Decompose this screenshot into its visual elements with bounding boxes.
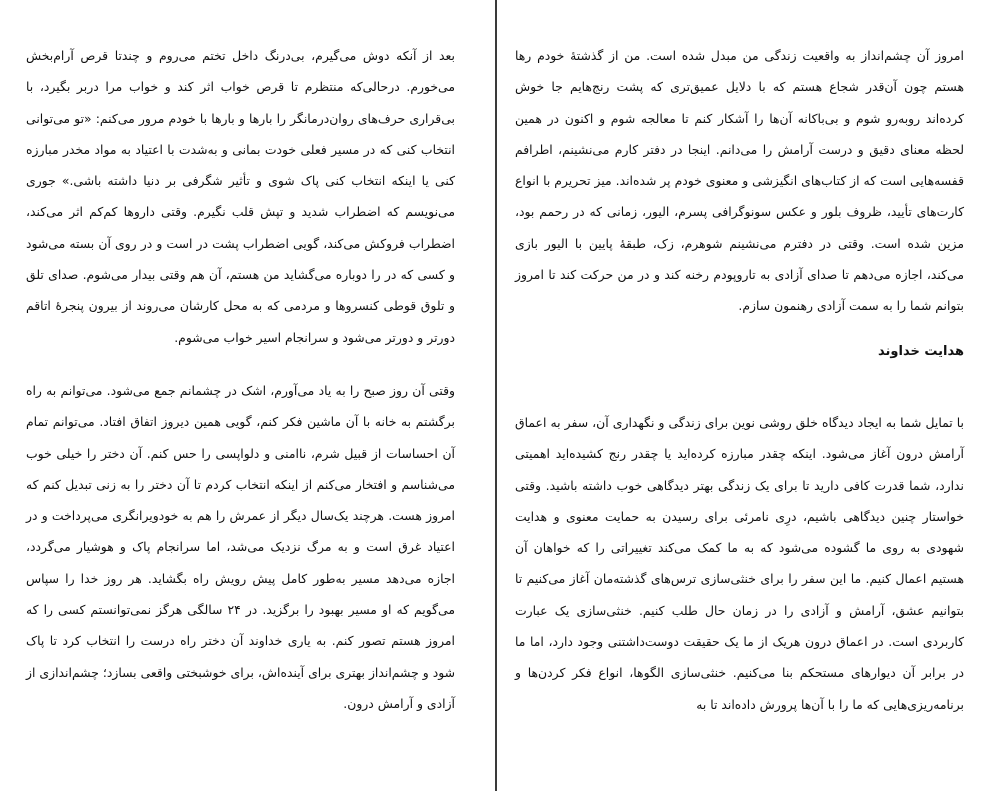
- right-paragraph-2: با تمایل شما به ایجاد دیدگاه خلق روشی نوین برای زندگی و نگهداری آن، سفر به اعماق آرامش درون آغاز می‌شود. اینکه چقدر مبارزه کرده‌اید یا چقدر رنج کشیده‌اید اهمیتی ندارد، شما قدرت کافی دارید تا برای یک زندگی بهتر دیدگاهی خوب داشته باشید. وقتی خواستار چنین دیدگاهی باشیم، درِی نامرئی برای رسیدن به حمایت معنوی و هدایت شهودی به روی ما گشوده می‌شود که به ما کمک می‌کند تغییراتی را که خواهان آن هستیم اعمال کنیم. ما این سفر را برای خنثی‌سازی ترس‌های گذشته‌مان آغاز می‌کنیم تا بتوانیم عشق، آرامش و آزادی را در زمان حال طلب کنیم. خنثی‌سازی یک عبارت کاربردی است. در اعماق درون هریک از ما یک حقیقت دوست‌داشتنی وجود دارد، اما ما در برابر آن دیوارهای مستحکم بنا می‌کنیم. خنثی‌سازی الگوها، انواع فکر کردن‌ها و برنامه‌ریزی‌هایی که ما را با آن‌ها پرورش داده‌اند تا به: [515, 414, 964, 712]
- right-paragraph-1: امروز آن چشم‌انداز به واقعیت زندگی من مبدل شده است. من از گذشتهٔ خودم رها هستم چون آن‌قدر شجاع هستم که با دلایل عمیق‌تری که پشت رنج‌هایم جا خوش کرده‌اند روبه‌رو شوم و بی‌باکانه آن‌ها را آشکار کنم تا معالجه شوم و اکنون در همین لحظه معنای دقیق و درست آرامش را می‌دانم. اینجا در دفتر کارم می‌نشینم، اطرافم قفسه‌هایی است که از کتاب‌های انگیزشی و معنوی خودم پر شده‌اند. میز تحریرم با انواع کارت‌های تأیید، ظروف بلور و عکس سونوگرافی پسرم، الیور، زمانی که در رحمم بود، مزین شده است. وقتی در دفترم می‌نشینم شوهرم، زک، طبقهٔ پایین با الیور بازی می‌کند، اجازه می‌دهم تا صدای آزادی به تاروپودم رخنه کند و در من حرکت کند تا امروز بتوانم شما را به سمت آزادی رهنمون سازم.: [515, 48, 964, 314]
- section-heading: هدایت خداوند: [878, 343, 964, 359]
- right-page: [497, 0, 990, 791]
- left-paragraph-1: بعد از آنکه دوش می‌گیرم، بی‌درنگ داخل تختم می‌روم و چندتا قرص آرام‌بخش می‌خورم. درحالی‌که منتظرم تا قرص خواب اثر کند و خواب مرا دربر بگیرد، با بی‌قراری حرف‌های روان‌درمانگر را بارها و بارها با خودم مرور می‌کنم: «تو می‌توانی انتخاب کنی که در مسیر فعلی خودت بمانی و به‌شدت با اعتیاد به مواد مخدر مبارزه کنی یا اینکه انتخاب کنی پاک شوی و تأثیر شگرفی بر دنیا داشته باشی.» جوری می‌نویسم که اضطراب شدید و تپش قلب نگیرم. وقتی داروها کم‌کم اثر می‌کند، اضطراب فروکش می‌کند، گویی اضطراب پشت در است و در روی آن بسته می‌شود و کسی که در را دوباره می‌گشاید من هستم، آن هم وقتی بیدار می‌شوم. صدای تلق و تلوق قوطی کنسروها و مردمی که به محل کارشان می‌روند از بیرون پنجرهٔ اتاقم دورتر و دورتر می‌شود و سرانجام اسیر خواب می‌شوم.: [26, 48, 455, 345]
- left-paragraph-2: وقتی آن روز صبح را به یاد می‌آورم، اشک در چشمانم جمع می‌شود. می‌توانم به راه برگشتم به خانه با آن ماشین فکر کنم، گویی همین دیروز اتفاق افتاد. می‌توانم تمام آن احساسات از قبیل شرم، ناامنی و دلواپسی را حس کنم. آن دختر را خیلی خوب می‌شناسم و افتخار می‌کنم از اینکه انتخاب کردم تا آن دختر را به زنی تبدیل کنم که امروز هست. هرچند یک‌سال دیگر از عمرش را هم به خودویرانگری می‌پرداخت و در اعتیاد غرق است و به مرگ نزدیک می‌شد، اما سرانجام پاک و هوشیار می‌گردد، اجازه می‌دهد مسیر به‌طور کامل پیش رویش راه بگشاید. هر روز خدا را سپاس می‌گویم که او مسیر بهبود را برگزید. در ۲۴ سالگی هرگز نمی‌توانستم کسی را که امروز هستم تصور کنم. به یاری خداوند آن دختر راه درست را انتخاب کرد تا پاک شود و چشم‌انداز بهتری برای آینده‌اش، برای خوشبختی واقعی بسازد؛ چشم‌اندازی از آزادی و آرامش درون.: [26, 382, 456, 711]
- paragraph-spacer: [515, 322, 964, 336]
- paragraph-spacer: [515, 367, 964, 407]
- paragraph-spacer: [26, 353, 455, 375]
